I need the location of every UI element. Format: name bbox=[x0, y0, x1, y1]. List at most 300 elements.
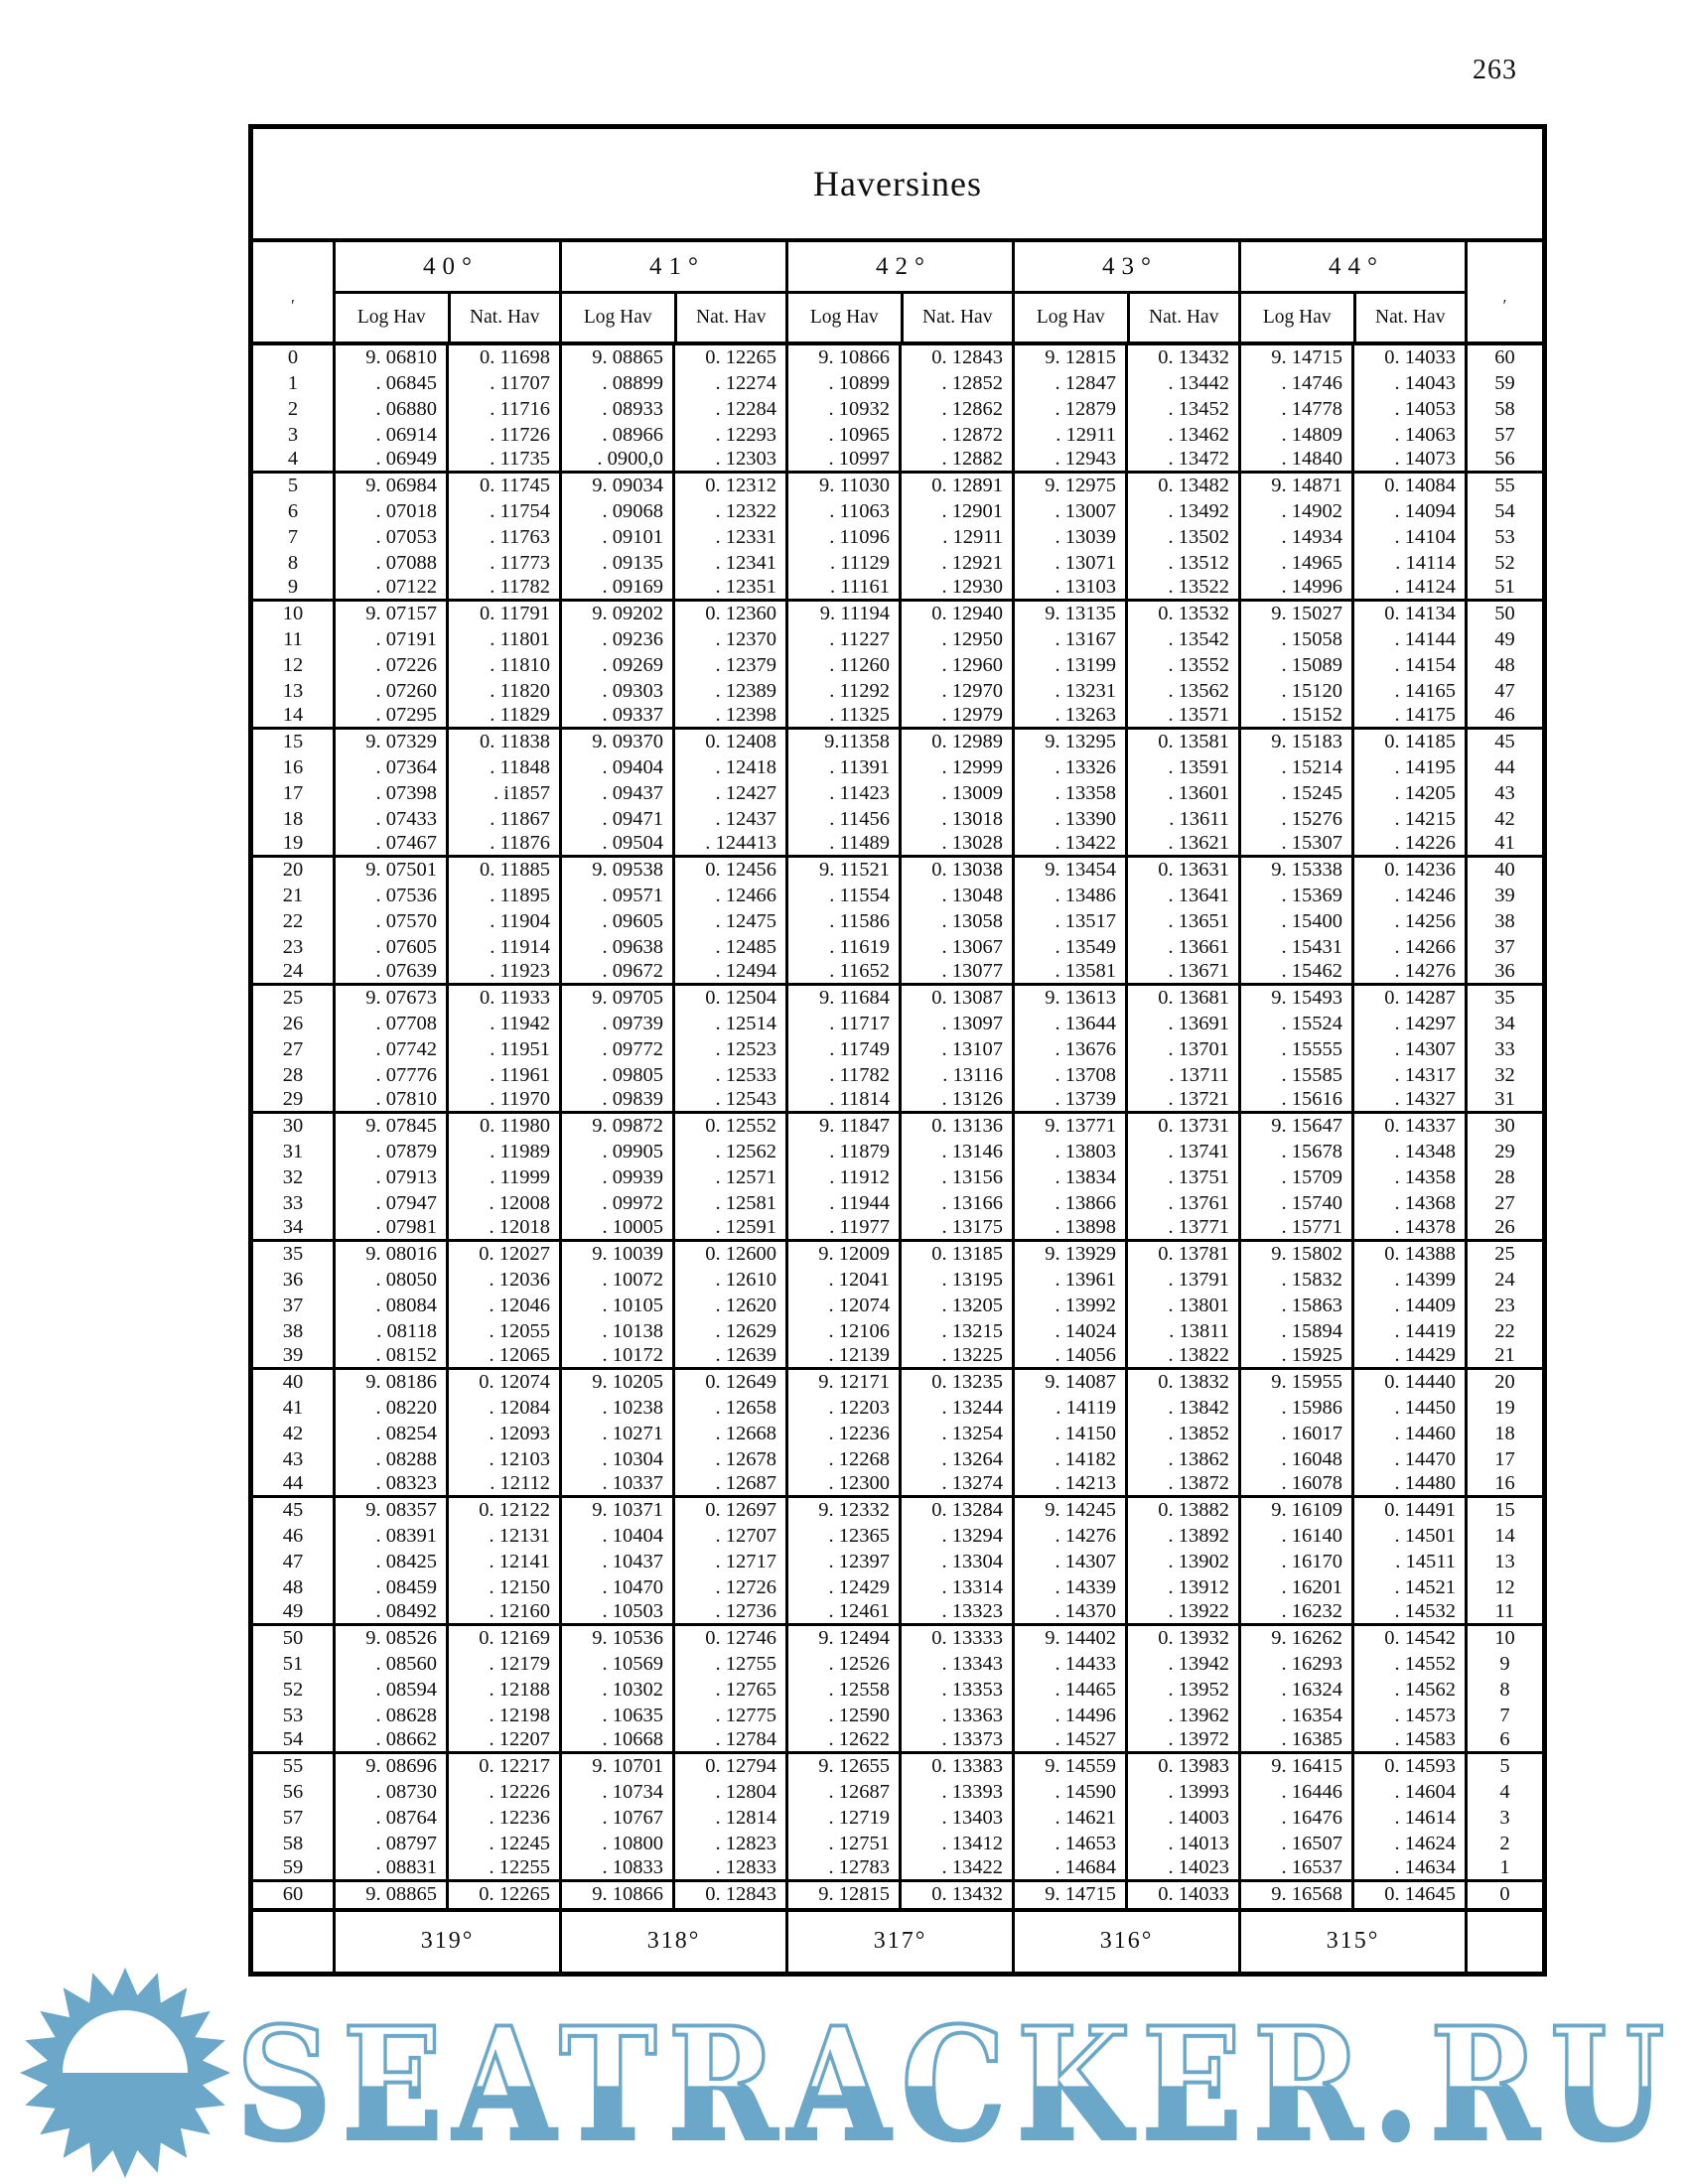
value-cell: . 13708 bbox=[1012, 1062, 1125, 1088]
value-cell: . 12751 bbox=[785, 1831, 899, 1856]
value-cell: . 08425 bbox=[333, 1549, 446, 1574]
value-cell: . 11977 bbox=[785, 1216, 899, 1239]
value-cell: . 12131 bbox=[446, 1524, 559, 1550]
minute-cell-left: 19 bbox=[282, 832, 304, 855]
value-cell: . 08628 bbox=[333, 1703, 446, 1728]
value-cell: . 12226 bbox=[446, 1780, 559, 1806]
value-cell: 0. 13832 bbox=[1125, 1370, 1238, 1396]
minute-cell-right: 30 bbox=[1465, 1114, 1542, 1140]
minute-cell-right: 2 bbox=[1465, 1831, 1542, 1856]
value-cell: 9. 14871 bbox=[1238, 474, 1351, 499]
value-cell: . 14165 bbox=[1351, 678, 1465, 704]
table-row bbox=[253, 1114, 1542, 1140]
minute-cell-left: 30 bbox=[282, 1115, 304, 1138]
value-cell: . 13611 bbox=[1125, 806, 1238, 832]
value-cell: . 08288 bbox=[333, 1446, 446, 1472]
value-cell: . 13601 bbox=[1125, 781, 1238, 807]
value-cell: . 07364 bbox=[333, 755, 446, 781]
value-cell: . 15058 bbox=[1238, 627, 1351, 653]
value-cell: . 10569 bbox=[559, 1652, 672, 1678]
bottom-degree-label: 319° bbox=[333, 1912, 559, 1972]
value-cell: . 12736 bbox=[672, 1600, 785, 1623]
value-cell: 9. 10536 bbox=[559, 1626, 672, 1652]
minute-cell-right: 51 bbox=[1465, 576, 1542, 599]
value-cell: . 14573 bbox=[1351, 1703, 1465, 1728]
value-cell: . 14809 bbox=[1238, 422, 1351, 448]
minute-cell-right: 43 bbox=[1465, 781, 1542, 807]
minute-cell-left: 41 bbox=[282, 1397, 304, 1420]
value-cell: . 09905 bbox=[559, 1140, 672, 1165]
value-cell: . 13314 bbox=[899, 1574, 1012, 1600]
value-cell: . 13274 bbox=[899, 1472, 1012, 1495]
value-cell: . 14552 bbox=[1351, 1652, 1465, 1678]
value-cell: . 13741 bbox=[1125, 1140, 1238, 1165]
degree-group-header-44 bbox=[1238, 242, 1465, 341]
value-cell: . 14213 bbox=[1012, 1472, 1125, 1495]
value-cell: . 14003 bbox=[1125, 1805, 1238, 1831]
table-row bbox=[253, 448, 1542, 474]
value-cell: . 14276 bbox=[1012, 1524, 1125, 1550]
minute-cell-right: 60 bbox=[1465, 345, 1542, 371]
value-cell: . 13442 bbox=[1125, 371, 1238, 397]
value-cell: . 12687 bbox=[785, 1780, 899, 1806]
minute-cell-left: 36 bbox=[282, 1269, 304, 1292]
value-cell: . 15152 bbox=[1238, 704, 1351, 727]
value-cell: . 12765 bbox=[672, 1677, 785, 1703]
value-cell: . 124413 bbox=[672, 832, 785, 855]
value-cell: . 11063 bbox=[785, 499, 899, 525]
degree-label: 44° bbox=[1241, 242, 1465, 294]
minute-cell-right: 57 bbox=[1465, 422, 1542, 448]
value-cell: 0. 12843 bbox=[899, 345, 1012, 371]
minute-symbol: ′ bbox=[291, 296, 295, 315]
value-cell: . 13304 bbox=[899, 1549, 1012, 1574]
value-cell: 9. 09872 bbox=[559, 1114, 672, 1140]
minute-cell-left: 60 bbox=[282, 1883, 304, 1906]
minute-cell-left: 25 bbox=[282, 987, 304, 1010]
minute-cell-right: 41 bbox=[1465, 832, 1542, 855]
value-cell: 9. 09034 bbox=[559, 474, 672, 499]
minute-cell-right: 31 bbox=[1465, 1088, 1542, 1111]
value-cell: . 11227 bbox=[785, 627, 899, 653]
value-cell: 9. 08357 bbox=[333, 1498, 446, 1524]
value-cell: 9. 13135 bbox=[1012, 602, 1125, 627]
value-cell: 9. 13613 bbox=[1012, 986, 1125, 1012]
table-row bbox=[253, 371, 1542, 397]
value-cell: 9. 06810 bbox=[333, 345, 446, 371]
value-cell: 0. 14185 bbox=[1351, 730, 1465, 755]
value-cell: 9. 16109 bbox=[1238, 1498, 1351, 1524]
minute-cell-right: 39 bbox=[1465, 884, 1542, 909]
value-cell: . 13018 bbox=[899, 806, 1012, 832]
value-cell: . 10105 bbox=[559, 1293, 672, 1318]
value-cell: . 14501 bbox=[1351, 1524, 1465, 1550]
minute-cell-right: 24 bbox=[1465, 1268, 1542, 1294]
minute-symbol: ′ bbox=[1502, 296, 1507, 315]
value-cell: 9. 14559 bbox=[1012, 1754, 1125, 1780]
value-cell: . 14348 bbox=[1351, 1140, 1465, 1165]
value-cell: . 08459 bbox=[333, 1574, 446, 1600]
value-cell: . 12150 bbox=[446, 1574, 559, 1600]
table-row bbox=[253, 806, 1542, 832]
value-cell: . 11961 bbox=[446, 1062, 559, 1088]
minute-cell-right: 28 bbox=[1465, 1165, 1542, 1191]
value-cell: . 10337 bbox=[559, 1472, 672, 1495]
value-cell: 0. 12265 bbox=[446, 1882, 559, 1908]
minute-cell-left: 17 bbox=[282, 781, 304, 804]
value-cell: . 12658 bbox=[672, 1396, 785, 1422]
value-cell: . 09839 bbox=[559, 1088, 672, 1111]
value-cell: . 14175 bbox=[1351, 704, 1465, 727]
value-cell: . 09269 bbox=[559, 653, 672, 679]
value-cell: . 11829 bbox=[446, 704, 559, 727]
value-cell: 0. 12843 bbox=[672, 1882, 785, 1908]
value-cell: . 07018 bbox=[333, 499, 446, 525]
value-cell: . 10138 bbox=[559, 1318, 672, 1344]
table-row bbox=[253, 1677, 1542, 1703]
value-cell: . 12901 bbox=[899, 499, 1012, 525]
minute-cell-right: 54 bbox=[1465, 499, 1542, 525]
value-cell: . 12620 bbox=[672, 1293, 785, 1318]
value-cell: 9. 11847 bbox=[785, 1114, 899, 1140]
value-cell: . 13751 bbox=[1125, 1165, 1238, 1191]
value-cell: . 13225 bbox=[899, 1344, 1012, 1367]
value-cell: . 12979 bbox=[899, 704, 1012, 727]
value-cell: . 11895 bbox=[446, 884, 559, 909]
value-cell: . 14470 bbox=[1351, 1446, 1465, 1472]
value-cell: 9. 13295 bbox=[1012, 730, 1125, 755]
minute-cell-left: 51 bbox=[282, 1653, 304, 1676]
value-cell: . 12562 bbox=[672, 1140, 785, 1165]
value-cell: . 12198 bbox=[446, 1703, 559, 1728]
value-cell: . 08152 bbox=[333, 1344, 446, 1367]
table-row bbox=[253, 1882, 1542, 1908]
value-cell: . 13872 bbox=[1125, 1472, 1238, 1495]
value-cell: . 16537 bbox=[1238, 1856, 1351, 1879]
value-cell: . 0900,0 bbox=[559, 448, 672, 471]
value-cell: . 11391 bbox=[785, 755, 899, 781]
value-cell: 9. 06984 bbox=[333, 474, 446, 499]
value-cell: . 14154 bbox=[1351, 653, 1465, 679]
value-cell: 9. 13771 bbox=[1012, 1114, 1125, 1140]
minute-cell-right: 11 bbox=[1465, 1600, 1542, 1623]
table-header bbox=[253, 242, 1542, 345]
value-cell: . 12351 bbox=[672, 576, 785, 599]
value-cell: 0. 11933 bbox=[446, 986, 559, 1012]
value-cell: . 13126 bbox=[899, 1088, 1012, 1111]
value-cell: . 15894 bbox=[1238, 1318, 1351, 1344]
value-cell: 9. 07501 bbox=[333, 858, 446, 884]
watermark-text: SEATRACKER.RU bbox=[236, 1992, 1676, 2175]
value-cell: . 14307 bbox=[1351, 1037, 1465, 1063]
value-cell: . 12784 bbox=[672, 1728, 785, 1751]
value-cell: 0. 12360 bbox=[672, 602, 785, 627]
value-cell: . 13517 bbox=[1012, 909, 1125, 935]
value-cell: 9. 16568 bbox=[1238, 1882, 1351, 1908]
value-cell: 0. 11745 bbox=[446, 474, 559, 499]
value-cell: . 13492 bbox=[1125, 499, 1238, 525]
minute-cell-left: 15 bbox=[282, 731, 304, 753]
value-cell: 0. 13731 bbox=[1125, 1114, 1238, 1140]
minute-cell-right: 55 bbox=[1465, 474, 1542, 499]
value-cell: . 12284 bbox=[672, 397, 785, 423]
value-cell: . 09337 bbox=[559, 704, 672, 727]
value-cell: . 13522 bbox=[1125, 576, 1238, 599]
minute-cell-right: 5 bbox=[1465, 1754, 1542, 1780]
value-cell: . 11867 bbox=[446, 806, 559, 832]
value-cell: . 13811 bbox=[1125, 1318, 1238, 1344]
value-cell: . 14307 bbox=[1012, 1549, 1125, 1574]
value-cell: 9. 08016 bbox=[333, 1242, 446, 1268]
value-cell: . 14465 bbox=[1012, 1677, 1125, 1703]
table-row bbox=[253, 755, 1542, 781]
minute-cell-right: 33 bbox=[1465, 1037, 1542, 1063]
value-cell: . 14023 bbox=[1125, 1856, 1238, 1879]
table-row bbox=[253, 781, 1542, 807]
value-cell: . 14358 bbox=[1351, 1165, 1465, 1191]
value-cell: 9. 14715 bbox=[1238, 345, 1351, 371]
minute-cell-right: 49 bbox=[1465, 627, 1542, 653]
value-cell: 9. 09538 bbox=[559, 858, 672, 884]
minute-cell-right: 14 bbox=[1465, 1524, 1542, 1550]
value-cell: . 12365 bbox=[785, 1524, 899, 1550]
value-cell: . 10005 bbox=[559, 1216, 672, 1239]
value-cell: . 16385 bbox=[1238, 1728, 1351, 1751]
value-cell: . 12293 bbox=[672, 422, 785, 448]
value-cell: . 10932 bbox=[785, 397, 899, 423]
value-cell: . 12141 bbox=[446, 1549, 559, 1574]
value-cell: . 12389 bbox=[672, 678, 785, 704]
minute-cell-right: 1 bbox=[1465, 1856, 1542, 1879]
value-cell: . 12437 bbox=[672, 806, 785, 832]
minute-cell-left: 14 bbox=[282, 704, 304, 727]
value-cell: . 14195 bbox=[1351, 755, 1465, 781]
value-cell: . 12341 bbox=[672, 550, 785, 576]
value-cell: . 12418 bbox=[672, 755, 785, 781]
degree-label: 42° bbox=[788, 242, 1012, 294]
value-cell: . 14246 bbox=[1351, 884, 1465, 909]
value-cell: . 07295 bbox=[333, 704, 446, 727]
value-cell: . 08764 bbox=[333, 1805, 446, 1831]
value-cell: . 11716 bbox=[446, 397, 559, 423]
value-cell: . 12160 bbox=[446, 1600, 559, 1623]
table-row bbox=[253, 1498, 1542, 1524]
value-cell: . 10271 bbox=[559, 1421, 672, 1446]
minute-cell-right: 23 bbox=[1465, 1293, 1542, 1318]
value-cell: . 14902 bbox=[1238, 499, 1351, 525]
minute-cell-left: 58 bbox=[282, 1832, 304, 1854]
nat-hav-header: Nat. Hav bbox=[1353, 294, 1466, 341]
value-cell: . 13691 bbox=[1125, 1012, 1238, 1037]
bottom-degree-label: 317° bbox=[785, 1912, 1012, 1972]
table-row bbox=[253, 1805, 1542, 1831]
value-cell: . 11989 bbox=[446, 1140, 559, 1165]
value-cell: . 11879 bbox=[785, 1140, 899, 1165]
minute-cell-left: 11 bbox=[283, 628, 303, 651]
value-cell: 0. 11791 bbox=[446, 602, 559, 627]
nat-hav-header: Nat. Hav bbox=[1127, 294, 1239, 341]
value-cell: . 13254 bbox=[899, 1421, 1012, 1446]
value-cell: . 12370 bbox=[672, 627, 785, 653]
value-cell: . 08220 bbox=[333, 1396, 446, 1422]
value-cell: . 11726 bbox=[446, 422, 559, 448]
table-row bbox=[253, 704, 1542, 730]
bottom-degree-label: 315° bbox=[1238, 1912, 1465, 1972]
value-cell: . 12236 bbox=[785, 1421, 899, 1446]
value-cell: . 07947 bbox=[333, 1190, 446, 1216]
value-cell: 0. 13781 bbox=[1125, 1242, 1238, 1268]
value-cell: . 13552 bbox=[1125, 653, 1238, 679]
value-cell: . 14778 bbox=[1238, 397, 1351, 423]
value-cell: . 12911 bbox=[899, 525, 1012, 551]
value-cell: . 12543 bbox=[672, 1088, 785, 1111]
value-cell: . 13739 bbox=[1012, 1088, 1125, 1111]
minute-cell-right: 26 bbox=[1465, 1216, 1542, 1239]
table-title-row bbox=[253, 129, 1542, 242]
minute-cell-left: 57 bbox=[282, 1806, 304, 1829]
value-cell: . 10800 bbox=[559, 1831, 672, 1856]
value-cell: . 14840 bbox=[1238, 448, 1351, 471]
value-cell: . 16293 bbox=[1238, 1652, 1351, 1678]
value-cell: . 13761 bbox=[1125, 1190, 1238, 1216]
value-cell: . 09404 bbox=[559, 755, 672, 781]
value-cell: . 12106 bbox=[785, 1318, 899, 1344]
value-cell: . 12823 bbox=[672, 1831, 785, 1856]
value-cell: . 09101 bbox=[559, 525, 672, 551]
value-cell: . 11782 bbox=[446, 576, 559, 599]
value-cell: . 13641 bbox=[1125, 884, 1238, 909]
value-cell: . 08560 bbox=[333, 1652, 446, 1678]
value-cell: . 11944 bbox=[785, 1190, 899, 1216]
minute-cell-left: 42 bbox=[282, 1422, 304, 1444]
value-cell: . 15585 bbox=[1238, 1062, 1351, 1088]
value-cell: . 10172 bbox=[559, 1344, 672, 1367]
value-cell: . 15431 bbox=[1238, 934, 1351, 960]
value-cell: . 13512 bbox=[1125, 550, 1238, 576]
value-cell: 9. 07157 bbox=[333, 602, 446, 627]
bottom-degree-label: 318° bbox=[559, 1912, 785, 1972]
minute-cell-right: 42 bbox=[1465, 806, 1542, 832]
value-cell: . 14368 bbox=[1351, 1190, 1465, 1216]
value-cell: . 14934 bbox=[1238, 525, 1351, 551]
nat-hav-header: Nat. Hav bbox=[901, 294, 1013, 341]
value-cell: . 14370 bbox=[1012, 1600, 1125, 1623]
value-cell: . 12882 bbox=[899, 448, 1012, 471]
table-row bbox=[253, 397, 1542, 423]
value-cell: . 13156 bbox=[899, 1165, 1012, 1191]
minute-cell-left: 24 bbox=[282, 960, 304, 983]
value-cell: . 12268 bbox=[785, 1446, 899, 1472]
value-cell: . 13199 bbox=[1012, 653, 1125, 679]
table-row bbox=[253, 1396, 1542, 1422]
value-cell: 0. 13087 bbox=[899, 986, 1012, 1012]
value-cell: . 13323 bbox=[899, 1600, 1012, 1623]
minutes-header-left bbox=[253, 242, 333, 341]
minute-cell-right: 47 bbox=[1465, 678, 1542, 704]
minute-cell-right: 59 bbox=[1465, 371, 1542, 397]
value-cell: . 15120 bbox=[1238, 678, 1351, 704]
value-cell: . 13651 bbox=[1125, 909, 1238, 935]
value-cell: 0. 13185 bbox=[899, 1242, 1012, 1268]
minute-cell-left: 53 bbox=[282, 1704, 304, 1726]
value-cell: . 11999 bbox=[446, 1165, 559, 1191]
value-cell: . 13058 bbox=[899, 909, 1012, 935]
value-cell: . 11554 bbox=[785, 884, 899, 909]
value-cell: 9. 10371 bbox=[559, 1498, 672, 1524]
minute-cell-left: 34 bbox=[282, 1216, 304, 1238]
value-cell: . 12398 bbox=[672, 704, 785, 727]
haversines-table bbox=[248, 124, 1547, 1977]
degree-label: 41° bbox=[562, 242, 785, 294]
value-cell: 9. 13454 bbox=[1012, 858, 1125, 884]
value-cell: . 13264 bbox=[899, 1446, 1012, 1472]
value-cell: . 12852 bbox=[899, 371, 1012, 397]
value-cell: . 09437 bbox=[559, 781, 672, 807]
value-cell: . 10734 bbox=[559, 1780, 672, 1806]
value-cell: . 10833 bbox=[559, 1856, 672, 1879]
value-cell: 9. 10701 bbox=[559, 1754, 672, 1780]
value-cell: . 07742 bbox=[333, 1037, 446, 1063]
value-cell: . 09605 bbox=[559, 909, 672, 935]
minute-cell-right: 15 bbox=[1465, 1498, 1542, 1524]
value-cell: . 15307 bbox=[1238, 832, 1351, 855]
minute-cell-right: 21 bbox=[1465, 1344, 1542, 1367]
value-cell: . 12331 bbox=[672, 525, 785, 551]
value-cell: . 12960 bbox=[899, 653, 1012, 679]
value-cell: 0. 14134 bbox=[1351, 602, 1465, 627]
value-cell: . 12622 bbox=[785, 1728, 899, 1751]
value-cell: . 14256 bbox=[1351, 909, 1465, 935]
value-cell: . 13039 bbox=[1012, 525, 1125, 551]
value-cell: . 08118 bbox=[333, 1318, 446, 1344]
value-cell: . 13862 bbox=[1125, 1446, 1238, 1472]
value-cell: 9. 12494 bbox=[785, 1626, 899, 1652]
value-cell: . 16476 bbox=[1238, 1805, 1351, 1831]
value-cell: . 14124 bbox=[1351, 576, 1465, 599]
value-cell: 0. 13983 bbox=[1125, 1754, 1238, 1780]
value-cell: . 13422 bbox=[1012, 832, 1125, 855]
value-cell: . 11586 bbox=[785, 909, 899, 935]
value-cell: . 14419 bbox=[1351, 1318, 1465, 1344]
minute-cell-right: 40 bbox=[1465, 858, 1542, 884]
minute-cell-left: 7 bbox=[287, 525, 299, 548]
value-cell: . 11423 bbox=[785, 781, 899, 807]
value-cell: . 12862 bbox=[899, 397, 1012, 423]
value-cell: . 12558 bbox=[785, 1677, 899, 1703]
value-cell: . 11923 bbox=[446, 960, 559, 983]
value-cell: . 12879 bbox=[1012, 397, 1125, 423]
value-cell: 9. 14402 bbox=[1012, 1626, 1125, 1652]
minute-cell-left: 8 bbox=[287, 551, 299, 574]
value-cell: . 08254 bbox=[333, 1421, 446, 1446]
value-cell: 0. 12504 bbox=[672, 986, 785, 1012]
minute-cell-right: 20 bbox=[1465, 1370, 1542, 1396]
value-cell: . 15369 bbox=[1238, 884, 1351, 909]
value-cell: . 14182 bbox=[1012, 1446, 1125, 1472]
value-cell: . 14604 bbox=[1351, 1780, 1465, 1806]
value-cell: 0. 12940 bbox=[899, 602, 1012, 627]
value-cell: 9. 15493 bbox=[1238, 986, 1351, 1012]
degree-group-header-41 bbox=[559, 242, 785, 341]
value-cell: . 12629 bbox=[672, 1318, 785, 1344]
minute-cell-left: 50 bbox=[282, 1627, 304, 1650]
minute-cell-right: 50 bbox=[1465, 602, 1542, 627]
value-cell: 9. 13929 bbox=[1012, 1242, 1125, 1268]
value-cell: . 14532 bbox=[1351, 1600, 1465, 1623]
minute-cell-left: 10 bbox=[282, 603, 304, 625]
value-cell: . 09972 bbox=[559, 1190, 672, 1216]
value-cell: . 13403 bbox=[899, 1805, 1012, 1831]
